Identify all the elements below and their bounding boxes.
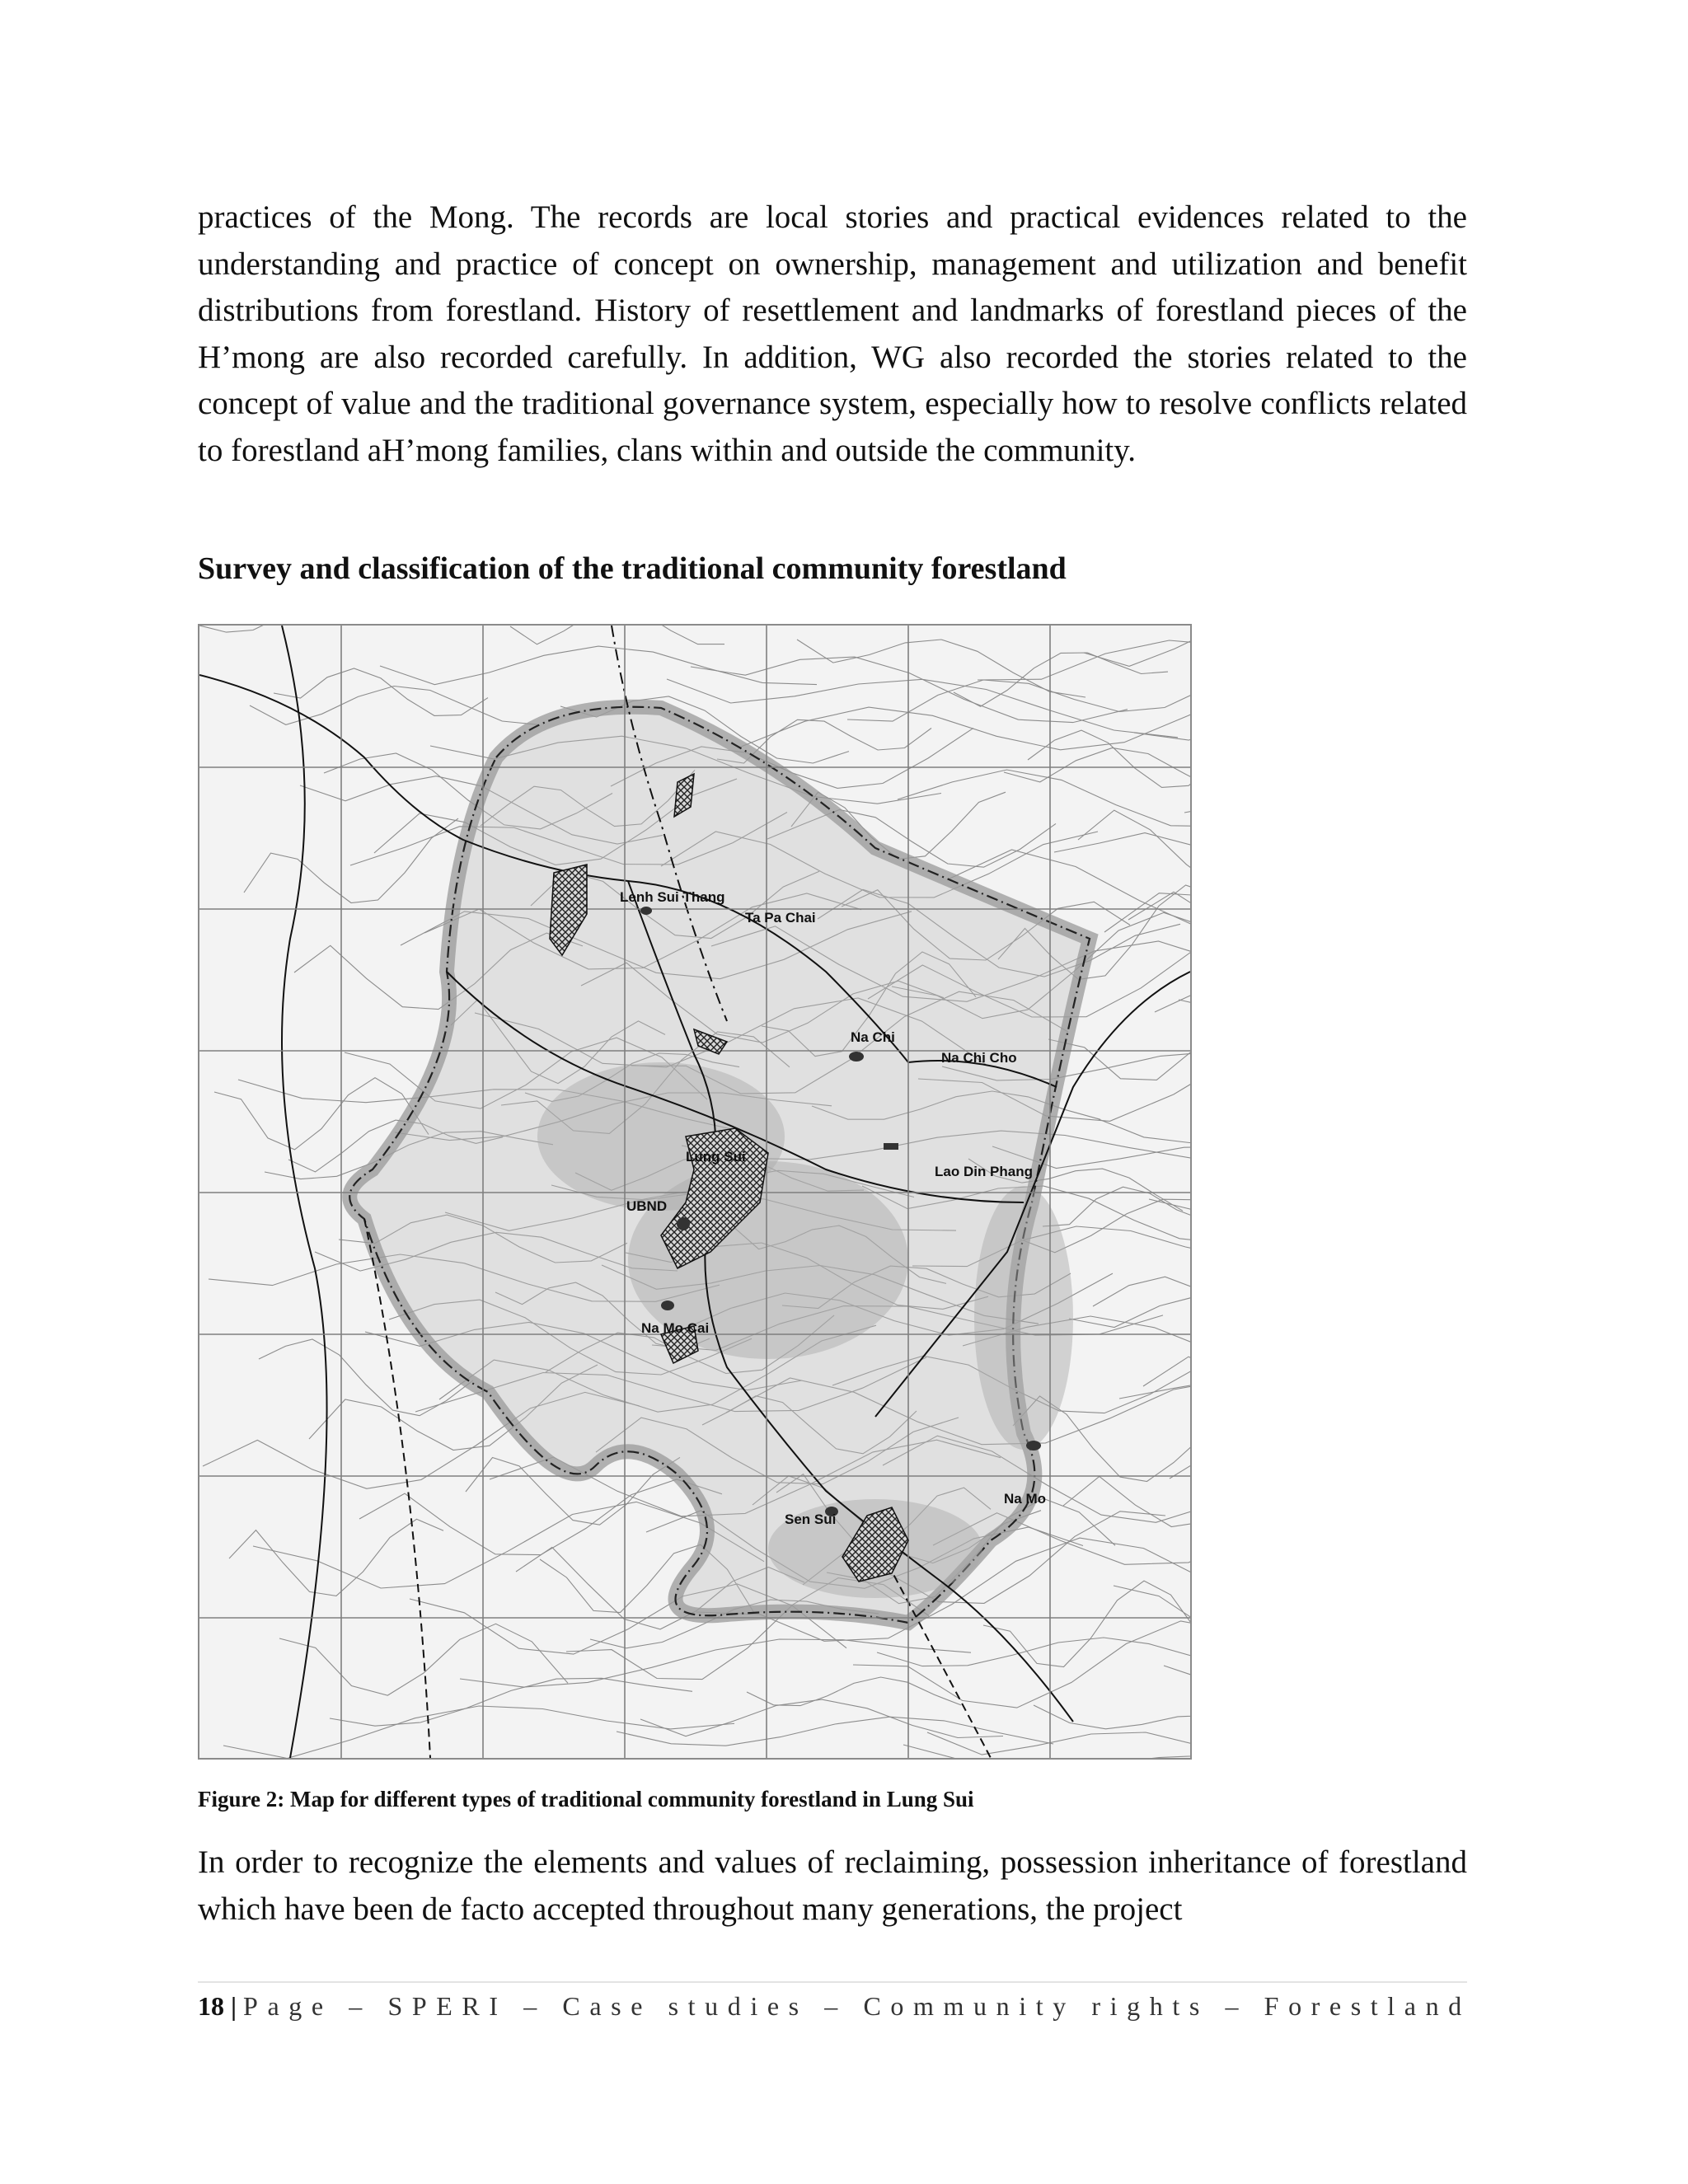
label-lenh-sui-thang: Lenh Sui Thang bbox=[620, 889, 725, 905]
footer-divider bbox=[198, 1981, 1467, 1983]
label-lao-din-phang: Lao Din Phang bbox=[935, 1164, 1033, 1179]
label-ubnd: UBND bbox=[626, 1198, 668, 1214]
footer-running-title: Page – SPERI – Case studies – Community rights – Forestland bbox=[243, 1991, 1471, 2021]
forestland-map bbox=[198, 624, 1192, 1760]
label-na-mo-cai: Na Mo Cai bbox=[641, 1320, 710, 1336]
body-paragraph-top: practices of the Mong. The records are local stories and practical evidences related to the understanding and practice of concept on ownership, management and utilization and benefit distributions from forestland. History of resettlement and landmarks of forestland pieces of the H’mong are also recorded carefully. In addition, WG also recorded the stories related to the concept of value and the traditional governance system, especially how to resolve conflicts related to forestland aH’mong families, clans within and outside the community. bbox=[198, 199, 1467, 468]
label-ta-pa-chai: Ta Pa Chai bbox=[745, 910, 816, 926]
page-footer bbox=[198, 1988, 1471, 2024]
body-paragraph-bottom: In order to recognize the elements and values of reclaiming, possession inheritance of forestland which have been de facto accepted throughout many generations, the project bbox=[198, 1844, 1467, 1927]
label-lung-sui: Lung Sui bbox=[686, 1149, 746, 1165]
figure-caption: Figure 2: Map for different types of traditional community forestland in Lung Sui bbox=[198, 1787, 974, 1811]
page-number: 18 bbox=[198, 1991, 224, 2021]
section-heading: Survey and classification of the traditional community forestland bbox=[198, 551, 1067, 586]
label-na-chi: Na Chi bbox=[851, 1029, 895, 1045]
label-na-chi-cho: Na Chi Cho bbox=[941, 1050, 1017, 1066]
footer-separator: | bbox=[231, 1991, 237, 2021]
label-na-mo: Na Mo bbox=[1004, 1491, 1046, 1507]
label-sen-sui: Sen Sui bbox=[785, 1511, 837, 1527]
